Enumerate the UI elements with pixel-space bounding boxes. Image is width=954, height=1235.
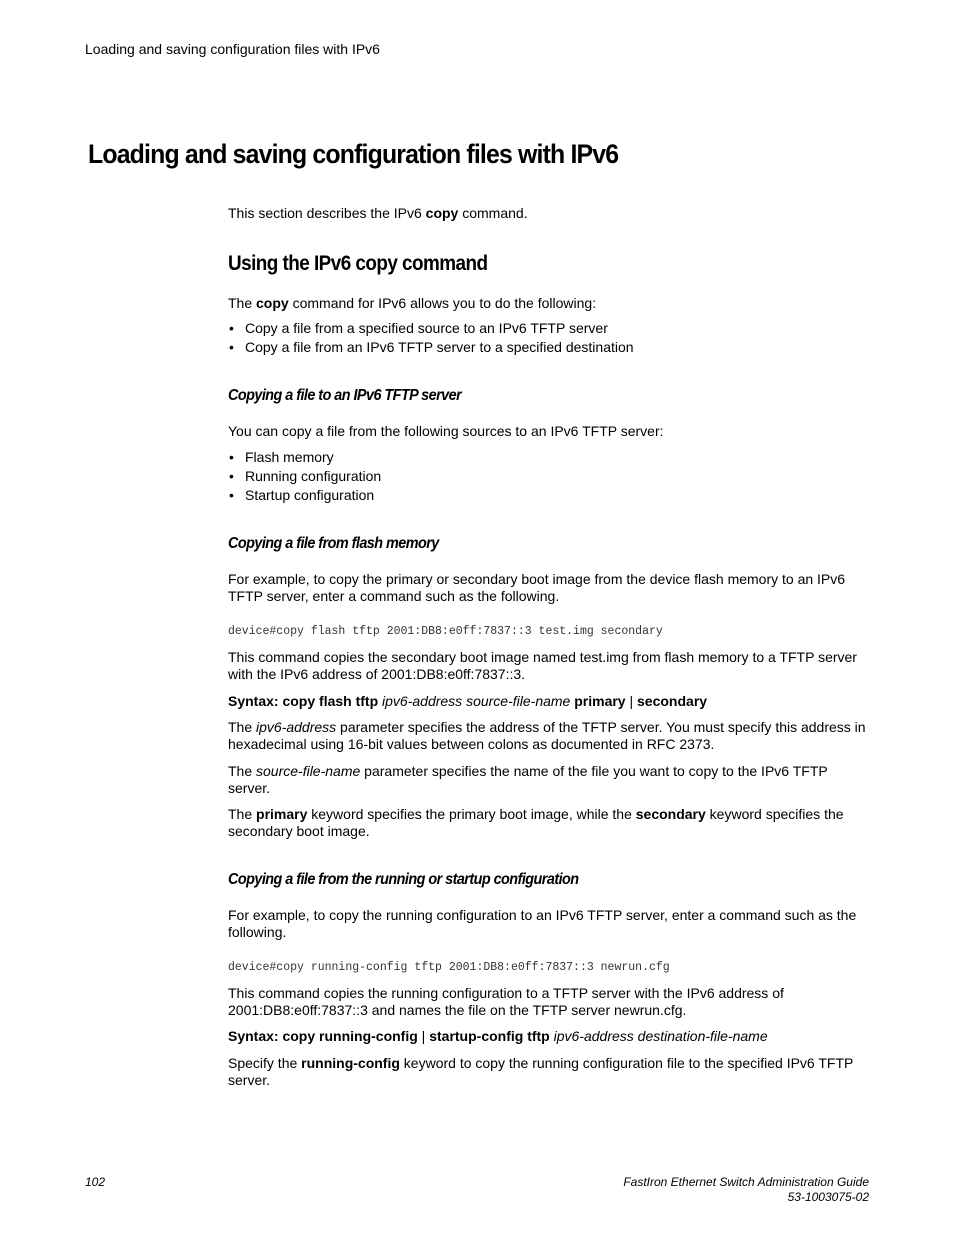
section3-para5: The primary keyword specifies the primary boot image, while the secondary keyword specifies the secondary boot image. [228, 806, 844, 839]
list-item: • Copy a file from an IPv6 TFTP server to a specified destination [229, 339, 634, 355]
section4-para2: This command copies the running configuration to a TFTP server with the IPv6 address of 2001:DB8:e0ff:7837::3 and names the file on the TFTP server newrun.cfg. [228, 985, 784, 1018]
footer-guide-title: FastIron Ethernet Switch Administration Guide [623, 1175, 869, 1189]
page-title: Loading and saving configuration files with IPv6 [88, 139, 619, 169]
section2-lead: You can copy a file from the following sources to an IPv6 TFTP server: [228, 423, 664, 439]
page-number: 102 [85, 1175, 106, 1189]
section1-lead: The copy command for IPv6 allows you to do the following: [228, 295, 597, 311]
section3-para4: The source-file-name parameter specifies the name of the file you want to copy to the IPv6 TFTP server. [228, 763, 828, 796]
list-item: • Flash memory [229, 449, 334, 465]
section3-para2: This command copies the secondary boot image named test.img from flash memory to a TFTP server with the IPv6 address of 2001:DB8:e0ff:7837::3. [228, 649, 857, 682]
syntax-copy-flash: Syntax: copy flash tftp ipv6-address source-file-name primary | secondary [228, 693, 708, 709]
section2-bullet-list [228, 448, 381, 505]
section-heading-ipv6-copy: Using the IPv6 copy command [228, 252, 488, 275]
list-item: • Running configuration [229, 468, 382, 484]
section4-para1: For example, to copy the running configuration to an IPv6 TFTP server, enter a command such as the following. [228, 907, 857, 940]
footer-guide-info [623, 1175, 869, 1205]
subsection-heading-copy-to-tftp: Copying a file to an IPv6 TFTP server [228, 387, 462, 404]
code-example-running: device#copy running-config tftp 2001:DB8:e0ff:7837::3 newrun.cfg [228, 961, 670, 974]
list-item: • Startup configuration [229, 487, 375, 503]
footer-doc-number: 53-1003075-02 [787, 1190, 869, 1204]
section3-para3: The ipv6-address parameter specifies the address of the TFTP server. You must specify this address in hexadecimal using 16-bit values between colons as documented in RFC 2373. [228, 719, 866, 752]
section4-para3: Specify the running-config keyword to copy the running configuration file to the specified IPv6 TFTP server. [228, 1055, 854, 1088]
subsection-heading-copy-flash: Copying a file from flash memory [228, 535, 439, 552]
code-example-flash: device#copy flash tftp 2001:DB8:e0ff:7837::3 test.img secondary [228, 625, 663, 638]
subsection-heading-copy-running: Copying a file from the running or startup configuration [228, 871, 579, 888]
intro-paragraph: This section describes the IPv6 copy command. [228, 205, 528, 221]
syntax-copy-running: Syntax: copy running-config | startup-config tftp ipv6-address destination-file-name [228, 1028, 768, 1044]
list-item: • Copy a file from a specified source to an IPv6 TFTP server [229, 320, 608, 336]
running-header: Loading and saving configuration files with IPv6 [85, 41, 380, 57]
section1-bullet-list [228, 319, 634, 357]
section3-para1: For example, to copy the primary or secondary boot image from the device flash memory to an IPv6 TFTP server, enter a command such as the following. [228, 571, 846, 604]
